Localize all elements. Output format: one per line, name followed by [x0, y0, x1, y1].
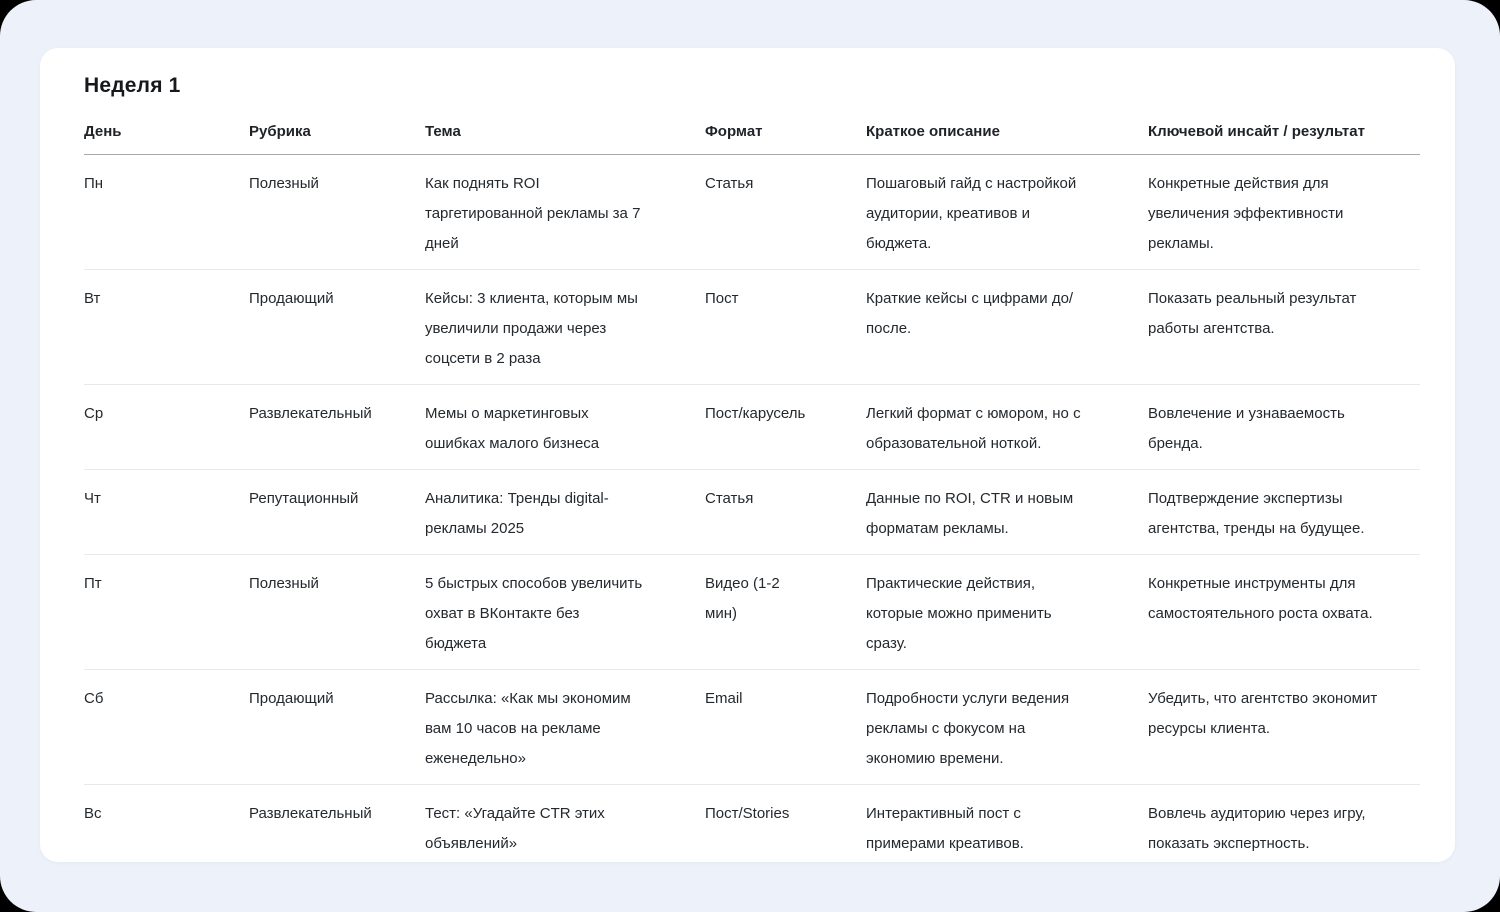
table-row: [84, 385, 1420, 470]
cell-format: Пост/карусель: [705, 405, 806, 422]
column-header-rubric: Рубрика: [249, 123, 311, 140]
cell-topic: 5 быстрых способов увеличить охват в ВКонтакте без бюджета: [425, 575, 643, 652]
cell-topic: Рассылка: «Как мы экономим вам 10 часов на рекламе еженедельно»: [425, 690, 631, 767]
column-header-insight: Ключевой инсайт / результат: [1148, 123, 1365, 140]
cell-format: Пост: [705, 290, 739, 307]
table-row: [84, 270, 1420, 385]
content-card: [40, 48, 1455, 862]
cell-description: Пошаговый гайд с настройкой аудитории, креативов и бюджета.: [866, 175, 1077, 252]
column-header-description: Краткое описание: [866, 123, 1000, 140]
cell-topic: Аналитика: Тренды digital-рекламы 2025: [425, 490, 609, 537]
cell-format: Статья: [705, 490, 754, 507]
cell-description: Краткие кейсы с цифрами до/после.: [866, 290, 1074, 337]
cell-rubric: Развлекательный: [249, 805, 372, 822]
cell-description: Интерактивный пост с примерами креативов.: [866, 805, 1024, 852]
cell-rubric: Продающий: [249, 290, 334, 307]
cell-description: Легкий формат с юмором, но с образовательной ноткой.: [866, 405, 1081, 452]
cell-format: Видео (1-2 мин): [705, 575, 780, 622]
cell-day: Вс: [84, 805, 102, 822]
cell-insight: Подтверждение экспертизы агентства, тренды на будущее.: [1148, 490, 1365, 537]
column-header-topic: Тема: [425, 123, 461, 140]
cell-day: Ср: [84, 405, 104, 422]
cell-description: Практические действия, которые можно применить сразу.: [866, 575, 1052, 652]
table-row: [84, 470, 1420, 555]
cell-rubric: Развлекательный: [249, 405, 372, 422]
cell-format: Статья: [705, 175, 754, 192]
table-body: [84, 155, 1420, 862]
cell-insight: Конкретные инструменты для самостоятельного роста охвата.: [1148, 575, 1373, 622]
cell-insight: Конкретные действия для увеличения эффективности рекламы.: [1148, 175, 1344, 252]
column-header-day: День: [84, 123, 122, 140]
cell-topic: Как поднять ROI таргетированной рекламы за 7 дней: [425, 175, 641, 252]
cell-insight: Вовлечение и узнаваемость бренда.: [1148, 405, 1345, 452]
cell-day: Вт: [84, 290, 101, 307]
cell-topic: Тест: «Угадайте CTR этих объявлений»: [425, 805, 605, 852]
cell-rubric: Полезный: [249, 575, 319, 592]
cell-day: Сб: [84, 690, 104, 707]
cell-insight: Вовлечь аудиторию через игру, показать экспертность.: [1148, 805, 1366, 852]
cell-day: Чт: [84, 490, 101, 507]
cell-rubric: Репутационный: [249, 490, 359, 507]
cell-day: Пт: [84, 575, 102, 592]
table-row: [84, 785, 1420, 862]
cell-insight: Показать реальный результат работы агентства.: [1148, 290, 1357, 337]
cell-day: Пн: [84, 175, 104, 192]
cell-rubric: Полезный: [249, 175, 319, 192]
cell-format: Пост/Stories: [705, 805, 790, 822]
table-row: [84, 155, 1420, 270]
cell-topic: Кейсы: 3 клиента, которым мы увеличили продажи через соцсети в 2 раза: [425, 290, 638, 367]
table-header-row: [84, 114, 1420, 155]
column-header-format: Формат: [705, 123, 763, 140]
page-title: Неделя 1: [84, 74, 181, 97]
cell-description: Данные по ROI, CTR и новым форматам рекламы.: [866, 490, 1074, 537]
cell-insight: Убедить, что агентство экономит ресурсы клиента.: [1148, 690, 1378, 737]
table-row: [84, 555, 1420, 670]
table-row: [84, 670, 1420, 785]
cell-format: Email: [705, 690, 743, 707]
cell-description: Подробности услуги ведения рекламы с фокусом на экономию времени.: [866, 690, 1070, 767]
cell-rubric: Продающий: [249, 690, 334, 707]
content-plan-table: [84, 114, 1420, 862]
cell-topic: Мемы о маркетинговых ошибках малого бизнеса: [425, 405, 600, 452]
